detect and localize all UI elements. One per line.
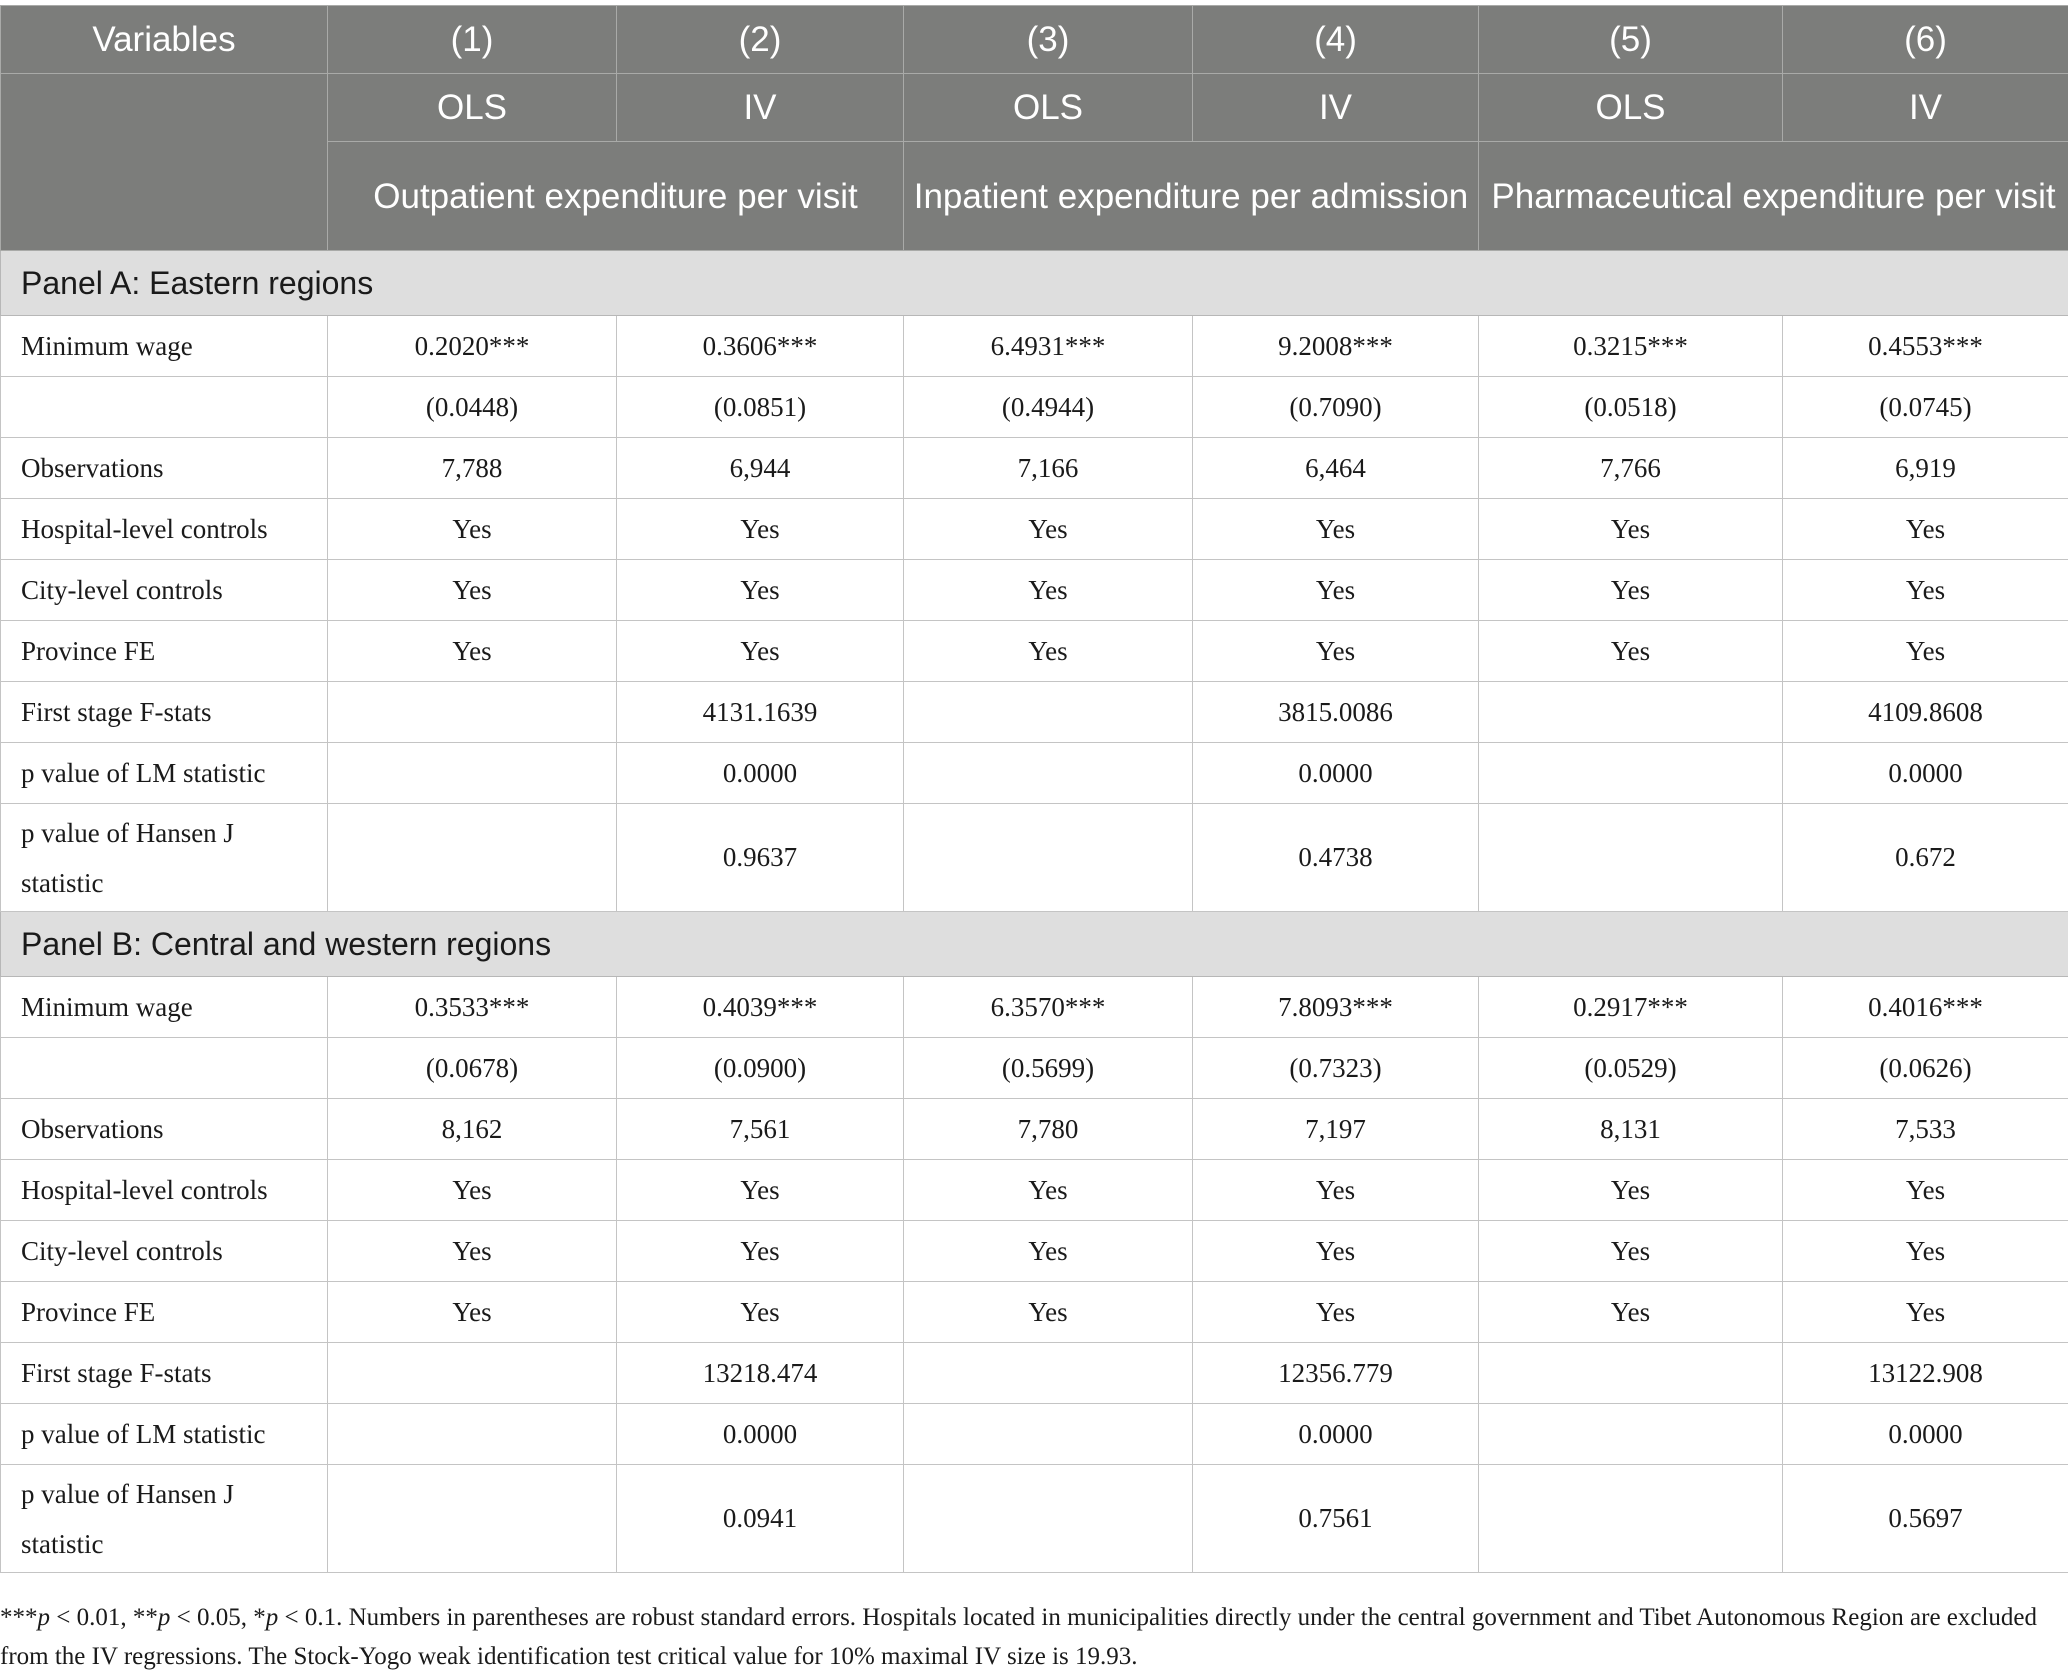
table-cell: 0.0000 xyxy=(1193,1404,1479,1465)
row-label: Minimum wage xyxy=(1,316,328,377)
table-cell: 8,162 xyxy=(328,1099,617,1160)
sig-p-3: p xyxy=(265,1604,279,1631)
row-label xyxy=(1,804,328,912)
table-cell: Yes xyxy=(1479,499,1783,560)
table-row xyxy=(1,1221,2068,1282)
table-cell xyxy=(328,682,617,743)
table-cell: 7,197 xyxy=(1193,1099,1479,1160)
table-cell: (0.0678) xyxy=(328,1038,617,1099)
table-cell xyxy=(1479,682,1783,743)
row-label: First stage F-stats xyxy=(1,1343,328,1404)
table-cell xyxy=(1479,1465,1783,1573)
table-cell xyxy=(904,1343,1193,1404)
table-cell: Yes xyxy=(617,621,904,682)
table-cell: (0.0518) xyxy=(1479,377,1783,438)
row-label: Observations xyxy=(1,1099,328,1160)
table-cell: 0.0000 xyxy=(1783,743,2068,804)
table-cell: Yes xyxy=(1783,1282,2068,1343)
header-outcome-inpatient: Inpatient expenditure per admission xyxy=(904,142,1479,251)
table-cell: Yes xyxy=(1783,621,2068,682)
row-label xyxy=(1,1465,328,1573)
table-cell: (0.7090) xyxy=(1193,377,1479,438)
table-row xyxy=(1,1160,2068,1221)
table-cell: 9.2008*** xyxy=(1193,316,1479,377)
header-row-column-numbers xyxy=(1,6,2068,74)
row-label-line-2: statistic xyxy=(21,1528,104,1559)
table-row xyxy=(1,1343,2068,1404)
table-cell: Yes xyxy=(328,1160,617,1221)
row-label: p value of LM statistic xyxy=(1,1404,328,1465)
footnote-text: Numbers in parentheses are robust standard errors. Hospitals located in municipalities directly under the central government and Tibet Autonomous Region are excluded from the IV regressions. The Stock-Yogo weak identification test critical value for 10% maximal IV size is 19.93. xyxy=(0,1604,2038,1670)
table-cell: 6.3570*** xyxy=(904,977,1193,1038)
header-outcome-outpatient: Outpatient expenditure per visit xyxy=(328,142,904,251)
table-cell: Yes xyxy=(1193,621,1479,682)
sig-p-2: p xyxy=(157,1604,171,1631)
panel-b-title: Panel B: Central and western regions xyxy=(1,912,2068,977)
table-cell: 7.8093*** xyxy=(1193,977,1479,1038)
header-method-1: OLS xyxy=(328,74,617,142)
table-row xyxy=(1,1099,2068,1160)
table-cell xyxy=(1479,1343,1783,1404)
table-cell: Yes xyxy=(617,499,904,560)
table-row xyxy=(1,560,2068,621)
regression-table-container xyxy=(0,5,2068,1573)
row-label: Province FE xyxy=(1,1282,328,1343)
table-cell: Yes xyxy=(1479,1160,1783,1221)
row-label: Minimum wage xyxy=(1,977,328,1038)
table-cell: Yes xyxy=(1479,1221,1783,1282)
table-cell: 0.4039*** xyxy=(617,977,904,1038)
table-cell: 0.4738 xyxy=(1193,804,1479,912)
sig-threshold-2: < 0.05, xyxy=(170,1604,254,1631)
sig-threshold-1: < 0.01, xyxy=(50,1604,133,1631)
table-cell xyxy=(1479,743,1783,804)
table-cell xyxy=(904,1404,1193,1465)
table-row xyxy=(1,1038,2068,1099)
table-cell xyxy=(904,1465,1193,1573)
table-cell: Yes xyxy=(328,1221,617,1282)
table-cell: 12356.779 xyxy=(1193,1343,1479,1404)
table-cell xyxy=(328,1465,617,1573)
table-cell: 0.0000 xyxy=(617,1404,904,1465)
table-cell: Yes xyxy=(617,1221,904,1282)
table-cell: Yes xyxy=(904,1160,1193,1221)
table-row xyxy=(1,499,2068,560)
header-empty-cell xyxy=(1,74,328,251)
table-cell: Yes xyxy=(328,621,617,682)
row-label xyxy=(1,377,328,438)
table-cell xyxy=(328,804,617,912)
header-col-2: (2) xyxy=(617,6,904,74)
row-label: City-level controls xyxy=(1,560,328,621)
sig-p-1: p xyxy=(37,1604,50,1631)
table-cell: 0.0941 xyxy=(617,1465,904,1573)
table-cell: (0.0851) xyxy=(617,377,904,438)
row-label-line-1: p value of Hansen J xyxy=(21,817,234,848)
table-cell: Yes xyxy=(328,1282,617,1343)
table-cell: (0.5699) xyxy=(904,1038,1193,1099)
table-cell: Yes xyxy=(904,621,1193,682)
header-outcome-pharmaceutical: Pharmaceutical expenditure per visit xyxy=(1479,142,2068,251)
table-row xyxy=(1,682,2068,743)
header-method-6: IV xyxy=(1783,74,2068,142)
table-cell: Yes xyxy=(1783,499,2068,560)
table-cell: Yes xyxy=(904,560,1193,621)
table-cell: Yes xyxy=(617,1160,904,1221)
table-cell: 13122.908 xyxy=(1783,1343,2068,1404)
table-cell: Yes xyxy=(328,560,617,621)
table-cell xyxy=(904,804,1193,912)
table-cell: 7,766 xyxy=(1479,438,1783,499)
table-cell xyxy=(328,1343,617,1404)
table-cell: Yes xyxy=(617,560,904,621)
table-header xyxy=(1,6,2068,251)
table-cell: Yes xyxy=(904,1282,1193,1343)
table-cell: (0.0448) xyxy=(328,377,617,438)
header-method-3: OLS xyxy=(904,74,1193,142)
table-cell: 7,166 xyxy=(904,438,1193,499)
sig-stars-2: ** xyxy=(132,1604,158,1631)
table-cell: Yes xyxy=(1193,1282,1479,1343)
table-cell: 8,131 xyxy=(1479,1099,1783,1160)
table-cell: (0.0745) xyxy=(1783,377,2068,438)
row-label: Observations xyxy=(1,438,328,499)
header-col-3: (3) xyxy=(904,6,1193,74)
header-row-methods xyxy=(1,74,2068,142)
table-cell: Yes xyxy=(1783,1160,2068,1221)
table-cell: Yes xyxy=(1783,560,2068,621)
table-cell: 0.0000 xyxy=(617,743,904,804)
table-cell: Yes xyxy=(1479,621,1783,682)
regression-table xyxy=(0,5,2068,1573)
table-cell: 3815.0086 xyxy=(1193,682,1479,743)
table-cell xyxy=(328,743,617,804)
table-cell: Yes xyxy=(1193,560,1479,621)
table-cell: 0.2917*** xyxy=(1479,977,1783,1038)
row-label: p value of LM statistic xyxy=(1,743,328,804)
table-cell: 0.9637 xyxy=(617,804,904,912)
table-cell: 13218.474 xyxy=(617,1343,904,1404)
table-cell: 7,780 xyxy=(904,1099,1193,1160)
table-cell: 4109.8608 xyxy=(1783,682,2068,743)
header-col-4: (4) xyxy=(1193,6,1479,74)
table-cell: 7,533 xyxy=(1783,1099,2068,1160)
table-cell: Yes xyxy=(904,499,1193,560)
table-cell: 0.5697 xyxy=(1783,1465,2068,1573)
table-cell: Yes xyxy=(1479,1282,1783,1343)
table-row xyxy=(1,977,2068,1038)
table-cell: Yes xyxy=(1193,499,1479,560)
table-cell: 6.4931*** xyxy=(904,316,1193,377)
row-label: Province FE xyxy=(1,621,328,682)
table-footnote xyxy=(0,1598,2060,1676)
row-label-line-2: statistic xyxy=(21,867,104,898)
table-cell xyxy=(1479,804,1783,912)
table-cell: 0.672 xyxy=(1783,804,2068,912)
table-cell: 0.2020*** xyxy=(328,316,617,377)
panel-a-body xyxy=(1,251,2068,912)
row-label-line-1: p value of Hansen J xyxy=(21,1478,234,1509)
panel-b-heading-row xyxy=(1,912,2068,977)
table-cell xyxy=(904,682,1193,743)
table-row xyxy=(1,316,2068,377)
table-cell: Yes xyxy=(328,499,617,560)
table-cell: Yes xyxy=(1193,1221,1479,1282)
table-cell: 6,944 xyxy=(617,438,904,499)
table-cell: 7,561 xyxy=(617,1099,904,1160)
table-cell: (0.4944) xyxy=(904,377,1193,438)
header-method-4: IV xyxy=(1193,74,1479,142)
table-cell: (0.0900) xyxy=(617,1038,904,1099)
sig-stars-3: * xyxy=(253,1604,266,1631)
table-cell: Yes xyxy=(1783,1221,2068,1282)
table-cell: 0.3215*** xyxy=(1479,316,1783,377)
table-cell: 6,464 xyxy=(1193,438,1479,499)
table-cell: 0.7561 xyxy=(1193,1465,1479,1573)
table-row xyxy=(1,1465,2068,1573)
table-cell xyxy=(1479,1404,1783,1465)
table-cell: 0.0000 xyxy=(1783,1404,2068,1465)
table-cell: Yes xyxy=(904,1221,1193,1282)
header-col-5: (5) xyxy=(1479,6,1783,74)
row-label: First stage F-stats xyxy=(1,682,328,743)
table-row xyxy=(1,1404,2068,1465)
row-label: Hospital-level controls xyxy=(1,1160,328,1221)
row-label: City-level controls xyxy=(1,1221,328,1282)
row-label: Hospital-level controls xyxy=(1,499,328,560)
panel-a-title: Panel A: Eastern regions xyxy=(1,251,2068,316)
table-cell xyxy=(328,1404,617,1465)
table-row xyxy=(1,438,2068,499)
sig-threshold-3: < 0.1. xyxy=(278,1604,349,1631)
panel-a-heading-row xyxy=(1,251,2068,316)
panel-b-body xyxy=(1,912,2068,1573)
table-cell: (0.0626) xyxy=(1783,1038,2068,1099)
table-row xyxy=(1,377,2068,438)
table-cell: 0.4016*** xyxy=(1783,977,2068,1038)
table-cell: 0.3533*** xyxy=(328,977,617,1038)
table-cell: Yes xyxy=(1479,560,1783,621)
table-row xyxy=(1,1282,2068,1343)
sig-stars-1: *** xyxy=(0,1604,38,1631)
header-method-2: IV xyxy=(617,74,904,142)
header-col-1: (1) xyxy=(328,6,617,74)
table-row xyxy=(1,743,2068,804)
table-cell: Yes xyxy=(1193,1160,1479,1221)
table-row xyxy=(1,804,2068,912)
table-cell: (0.7323) xyxy=(1193,1038,1479,1099)
table-cell xyxy=(904,743,1193,804)
header-method-5: OLS xyxy=(1479,74,1783,142)
table-row xyxy=(1,621,2068,682)
header-col-6: (6) xyxy=(1783,6,2068,74)
row-label xyxy=(1,1038,328,1099)
table-cell: 0.0000 xyxy=(1193,743,1479,804)
table-cell: 4131.1639 xyxy=(617,682,904,743)
table-cell: 0.3606*** xyxy=(617,316,904,377)
table-cell: (0.0529) xyxy=(1479,1038,1783,1099)
table-cell: 7,788 xyxy=(328,438,617,499)
table-cell: 0.4553*** xyxy=(1783,316,2068,377)
table-cell: 6,919 xyxy=(1783,438,2068,499)
header-variables: Variables xyxy=(1,6,328,74)
table-cell: Yes xyxy=(617,1282,904,1343)
